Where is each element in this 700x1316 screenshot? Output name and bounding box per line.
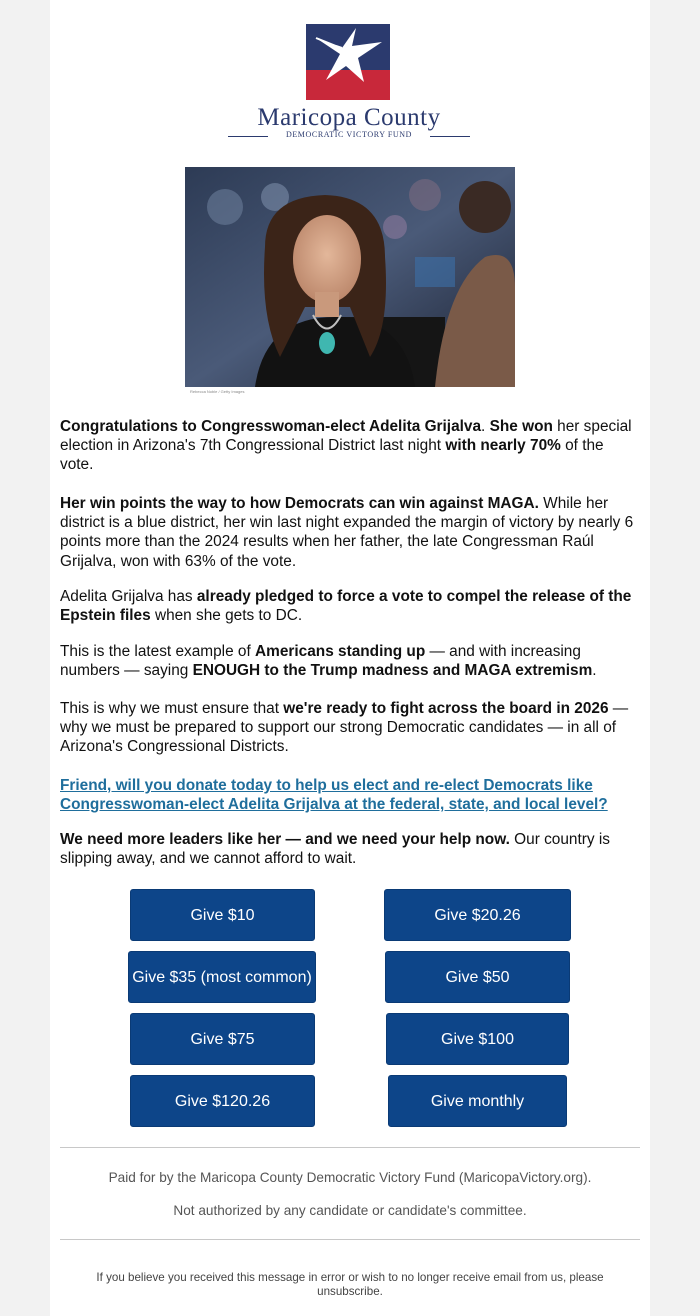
p1-bold-she-won: She won [489, 418, 553, 435]
p5-bold: we're ready to fight across the board in 2026 [283, 700, 609, 717]
p1-text-end: of the vote. [60, 437, 604, 474]
footer-divider-bottom [60, 1239, 640, 1240]
p5-text: This is why we must ensure that [60, 700, 284, 717]
give-120-26-button[interactable]: Give $120.26 [130, 1075, 315, 1127]
p2-bold: Her win points the way to how Democrats can win against MAGA. [60, 495, 539, 512]
p1-text-period: . [481, 418, 490, 435]
logo-subtitle: DEMOCRATIC VICTORY FUND [285, 130, 413, 139]
p4-bold-enough: ENOUGH to the Trump madness and MAGA extremism [192, 662, 593, 680]
star-flag-icon [306, 24, 390, 100]
paragraph-congratulations [60, 417, 640, 475]
p4-text-end: . [592, 662, 597, 680]
paragraph-epstein [60, 587, 640, 625]
p4-bold-americans: Americans standing up [255, 643, 426, 660]
photo-credit: Rebecca Noble / Getty Images [190, 389, 245, 394]
email-body [50, 0, 650, 1316]
p5-text-end: — why we must be prepared to support our strong Democratic candidates — in all of Arizona's Congressional Districts. [60, 700, 629, 756]
give-35-button[interactable]: Give $35 (most common) [128, 951, 316, 1003]
give-100-button[interactable]: Give $100 [386, 1013, 569, 1065]
logo-name: Maricopa County [257, 104, 441, 131]
p1-bold-congratulations: Congratulations to Congresswoman-elect Adelita Grijalva [60, 418, 482, 435]
give-10-button[interactable]: Give $10 [130, 889, 315, 941]
paid-for-disclaimer: Paid for by the Maricopa County Democratic Victory Fund (MaricopaVictory.org). [108, 1170, 592, 1185]
p6-bold: We need more leaders like her — and we need your help now. [60, 831, 510, 848]
paragraph-standing-up [60, 642, 640, 680]
p2-text: While her district is a blue district, her win last night expanded the margin of victory by nearly 6 points more than the 2024 results when her father, the late Congressman Raúl Grijalva, won with 63% of the vote. [60, 495, 634, 570]
p1-text: her special election in Arizona's 7th Congressional District last night [60, 418, 632, 455]
unsubscribe-notice[interactable]: If you believe you received this message in error or wish to no longer receive email from us, please unsubscribe. [96, 1271, 604, 1298]
paragraph-2026 [60, 699, 640, 757]
p1-bold-percent: with nearly 70% [445, 437, 561, 455]
p3-bold: already pledged to force a vote to compel the release of the Epstein files [60, 588, 632, 625]
paragraph-need-leaders [60, 830, 640, 868]
p3-text-end: when she gets to DC. [150, 607, 303, 625]
give-20-26-button[interactable]: Give $20.26 [384, 889, 571, 941]
not-authorized-disclaimer: Not authorized by any candidate or candidate's committee. [173, 1203, 527, 1218]
give-75-button[interactable]: Give $75 [130, 1013, 315, 1065]
give-50-button[interactable]: Give $50 [385, 951, 570, 1003]
donate-cta-link[interactable]: Friend, will you donate today to help us elect and re-elect Democrats like Congresswoman-elect Adelita Grijalva at the federal, state, and local level? [60, 777, 608, 814]
p3-text: Adelita Grijalva has [60, 588, 197, 605]
p4-text-mid: — and with increasing numbers — saying [60, 643, 581, 680]
p4-text: This is the latest example of [60, 643, 256, 660]
candidate-photo-image [185, 167, 515, 387]
candidate-photo [185, 167, 515, 387]
footer-divider-top [60, 1147, 640, 1148]
paragraph-win-points [60, 494, 640, 571]
give-monthly-button[interactable]: Give monthly [388, 1075, 567, 1127]
logo [224, 24, 474, 144]
p6-text: Our country is slipping away, and we cannot afford to wait. [60, 831, 610, 868]
